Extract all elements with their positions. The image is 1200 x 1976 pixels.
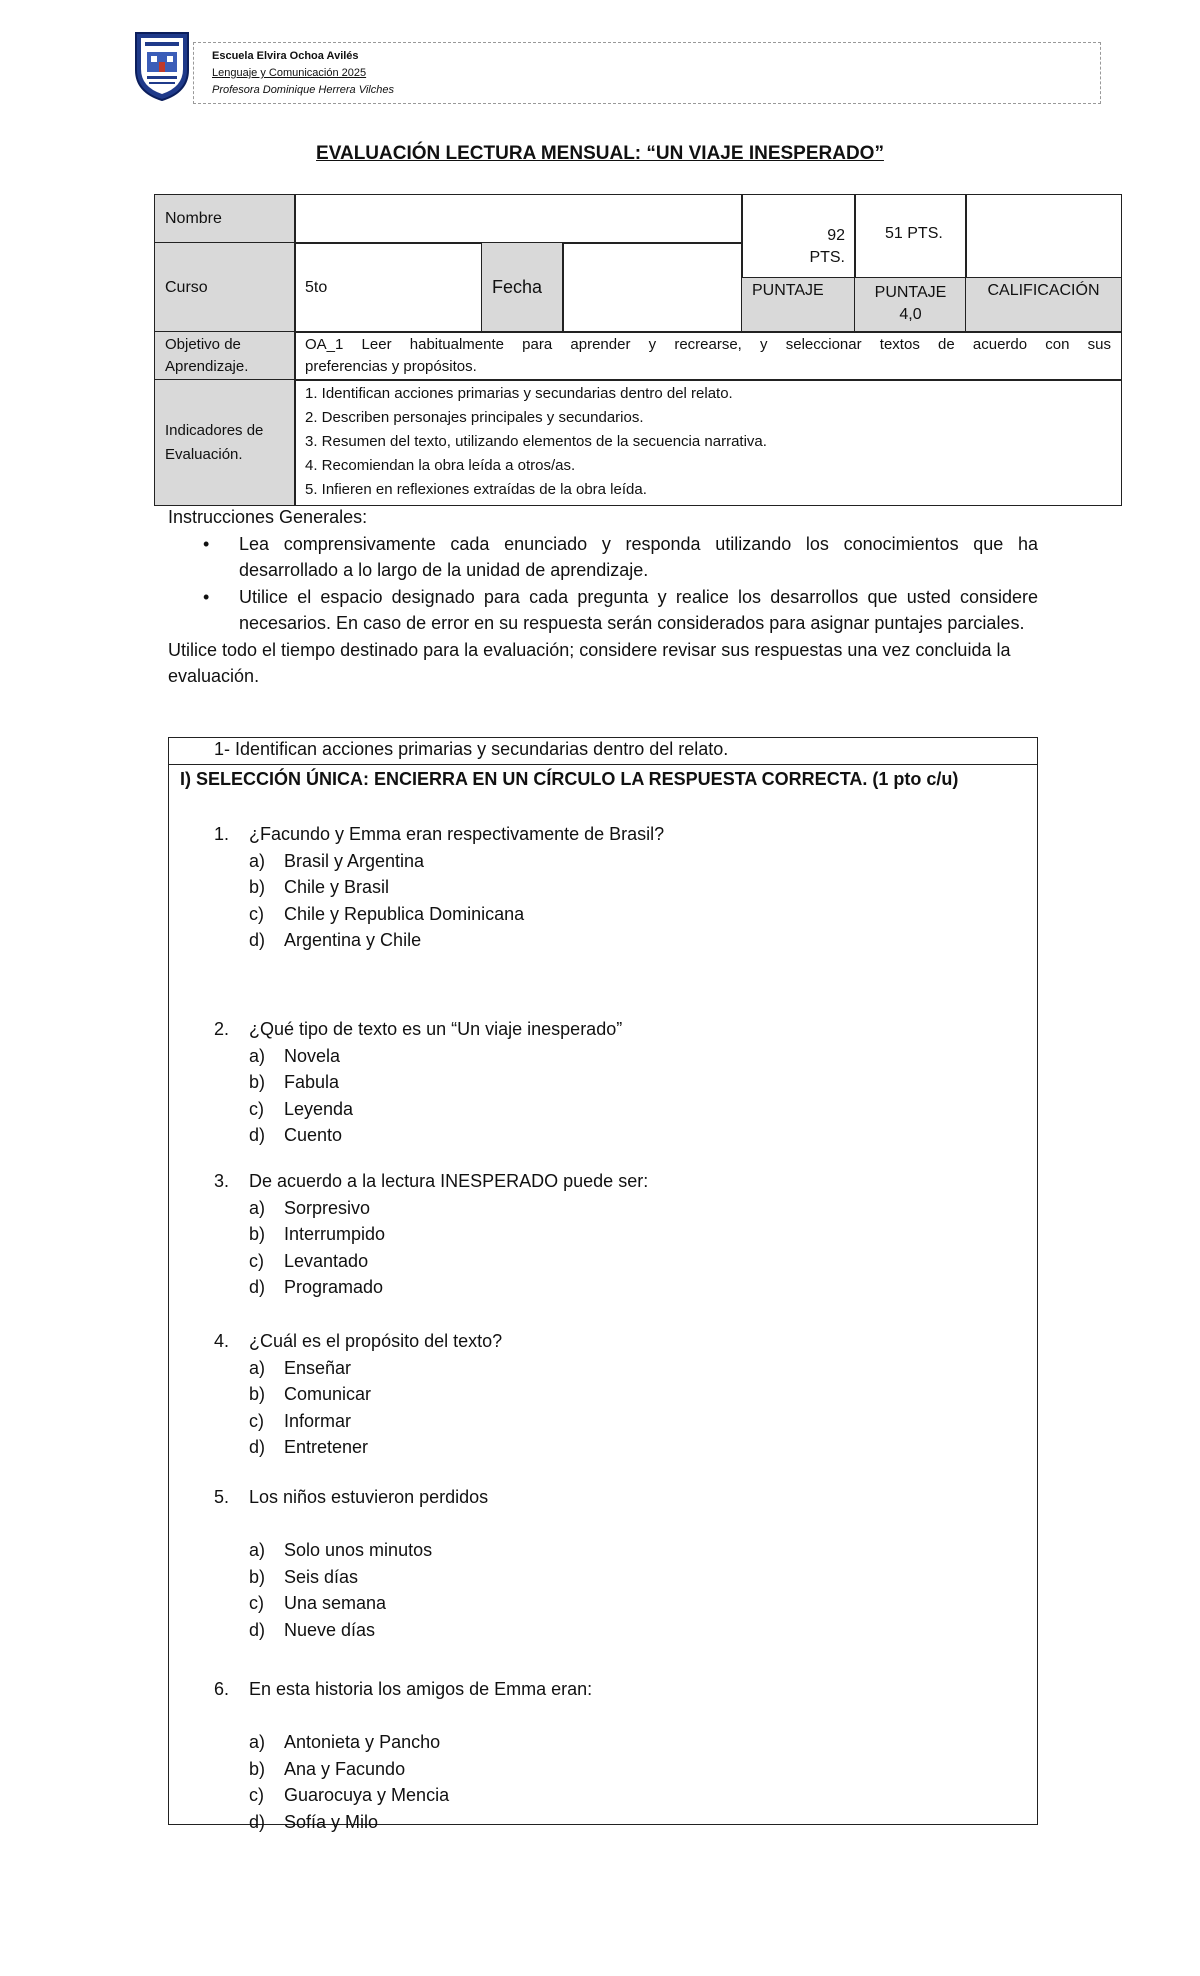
subject-name: Lenguaje y Comunicación 2025 [212,67,367,79]
fecha-field[interactable] [562,242,743,333]
option-letter: d) [249,1619,266,1640]
answer-option[interactable]: Argentina y Chile [284,930,422,950]
answer-option[interactable]: Chile y Brasil [284,877,390,897]
question-number: 5. [214,1487,230,1507]
option-letter: a) [249,850,266,871]
curso-label: Curso [165,278,208,296]
indicadores-list [294,379,1122,506]
objetivo-label-1: Objetivo de [165,336,241,353]
instruction-bullet: • Lea comprensivamente cada enunciado y responda utilizando los conocimientos que ha desarrollado a lo largo de la unidad de aprendizaje. [168,531,1038,584]
answer-option[interactable]: Comunicar [284,1384,372,1404]
bullet-icon: • [203,586,210,607]
question-text: En esta historia los amigos de Emma eran: [249,1679,593,1699]
answer-option[interactable]: Brasil y Argentina [284,850,425,871]
question-text: ¿Qué tipo de texto es un “Un viaje inesperado” [249,1019,623,1039]
objetivo-label-2: Aprendizaje. [165,358,249,375]
indicadores-label-1: Indicadores de [165,421,264,439]
fecha-label-cell [481,242,564,333]
curso-label-cell [154,242,296,333]
instructions-closing: Utilice todo el tiempo destinado para la evaluación; considere revisar sus respuestas una vez concluida la evaluación. [168,639,1011,686]
puntaje-label-cell [741,277,856,333]
answer-option[interactable]: Ana y Facundo [284,1758,406,1779]
question-number: 3. [214,1171,230,1191]
curso-value-cell[interactable] [294,242,483,333]
option-letter: c) [249,1785,264,1805]
option-letter: c) [249,1250,264,1271]
option-letter: a) [249,1732,266,1752]
question-text: De acuerdo a la lectura INESPERADO puede ser: [249,1171,649,1191]
bullet-icon: • [203,533,210,554]
option-letter: a) [249,1197,266,1218]
answer-option[interactable]: Solo unos minutos [284,1540,433,1560]
option-letter: b) [249,1072,266,1092]
puntaje-4-label: PUNTAJE [874,284,947,301]
question-text: Los niños estuvieron perdidos [249,1487,489,1507]
puntaje-4-value: 4,0 [899,306,922,323]
page-title: EVALUACIÓN LECTURA MENSUAL: “UN VIAJE INESPERADO” [316,143,884,164]
answer-option[interactable]: Fabula [284,1072,340,1092]
indicador-item: 4. Recomiendan la obra leída a otros/as. [305,457,576,474]
option-letter: b) [249,1384,266,1404]
section-indicator-row [168,737,1038,765]
answer-option[interactable]: Sorpresivo [284,1197,371,1218]
option-letter: d) [249,1811,266,1832]
option-letter: b) [249,877,266,897]
answer-option[interactable]: Levantado [284,1250,369,1271]
option-letter: b) [249,1758,266,1779]
option-letter: d) [249,1125,266,1145]
question-number: 6. [214,1679,230,1699]
school-logo [133,30,191,102]
puntaje-label: PUNTAJE [752,282,824,299]
instructions-heading: Instrucciones Generales: [168,507,368,527]
option-letter: d) [249,930,266,950]
answer-option[interactable]: Informar [284,1410,352,1431]
pass-points-cell [854,194,967,279]
option-letter: a) [249,1045,266,1066]
calificacion-field[interactable] [965,194,1122,279]
teacher-name: Profesora Dominique Herrera Vilches [212,84,394,96]
answer-option[interactable]: Novela [284,1045,341,1066]
answer-option[interactable]: Seis días [284,1566,359,1587]
curso-value: 5to [305,278,328,296]
answer-option[interactable]: Enseñar [284,1357,352,1378]
question-number: 2. [214,1019,230,1039]
option-letter: b) [249,1224,266,1244]
pass-points: 51 PTS. [885,225,943,242]
question-number: 4. [214,1331,230,1351]
objetivo-text-cell [294,331,1122,381]
school-name: Escuela Elvira Ochoa Avilés [212,50,359,62]
nombre-label-cell [154,194,296,244]
option-letter: d) [249,1437,266,1457]
indicador-item: 2. Describen personajes principales y secundarios. [305,409,644,426]
answer-option[interactable]: Guarocuya y Mencia [284,1785,450,1805]
answer-option[interactable]: Leyenda [284,1098,354,1119]
objetivo-label-cell [154,331,296,381]
answer-option[interactable]: Chile y Republica Dominicana [284,903,525,924]
puntaje-4-cell [854,277,967,333]
calificacion-label: CALIFICACIÓN [987,282,1100,299]
total-points: 92 [827,227,845,244]
answer-option[interactable]: Una semana [284,1593,387,1613]
total-points-unit: PTS. [809,249,845,266]
nombre-label: Nombre [165,210,222,227]
option-letter: a) [249,1357,266,1378]
nombre-field[interactable] [294,194,743,244]
calificacion-label-cell [965,277,1122,333]
answer-option[interactable]: Cuento [284,1125,343,1145]
option-letter: a) [249,1540,266,1560]
section-heading: I) SELECCIÓN ÚNICA: ENCIERRA EN UN CÍRCULO LA RESPUESTA CORRECTA. (1 pto c/u) [180,769,959,789]
indicadores-label-2: Evaluación. [165,445,243,463]
total-points-cell [741,194,856,279]
instruction-bullet: • Utilice el espacio designado para cada pregunta y realice los desarrollos que usted considere necesarios. En caso de error en su respuesta serán considerados para asignar puntajes parciales. [168,584,1038,637]
answer-option[interactable]: Entretener [284,1437,369,1457]
objetivo-line-2: preferencias y propósitos. [305,358,477,375]
option-letter: c) [249,1410,264,1431]
indicador-item: 5. Infieren en reflexiones extraídas de la obra leída. [305,481,647,498]
answer-option[interactable]: Nueve días [284,1619,376,1640]
option-letter: d) [249,1277,266,1297]
indicador-item: 1. Identifican acciones primarias y secundarias dentro del relato. [305,385,733,402]
section-indicator: 1- Identifican acciones primarias y secundarias dentro del relato. [214,739,729,759]
answer-option[interactable]: Sofía y Milo [284,1811,379,1832]
option-letter: c) [249,1593,264,1613]
question-number: 1. [214,824,230,844]
option-letter: c) [249,903,264,924]
answer-option[interactable]: Antonieta y Pancho [284,1732,441,1752]
question-text: ¿Cuál es el propósito del texto? [249,1331,503,1351]
question-text: ¿Facundo y Emma eran respectivamente de Brasil? [249,824,665,844]
option-letter: c) [249,1098,264,1119]
option-letter: b) [249,1566,266,1587]
objetivo-line-1: OA_1 Leer habitualmente para aprender y recrearse, y seleccionar textos de acuerdo con sus [305,336,1111,353]
fecha-label: Fecha [492,277,543,297]
indicador-item: 3. Resumen del texto, utilizando elementos de la secuencia narrativa. [305,433,767,450]
indicadores-label-cell [154,379,296,506]
answer-option[interactable]: Programado [284,1277,384,1297]
instructions [168,504,1038,690]
answer-option[interactable]: Interrumpido [284,1224,386,1244]
